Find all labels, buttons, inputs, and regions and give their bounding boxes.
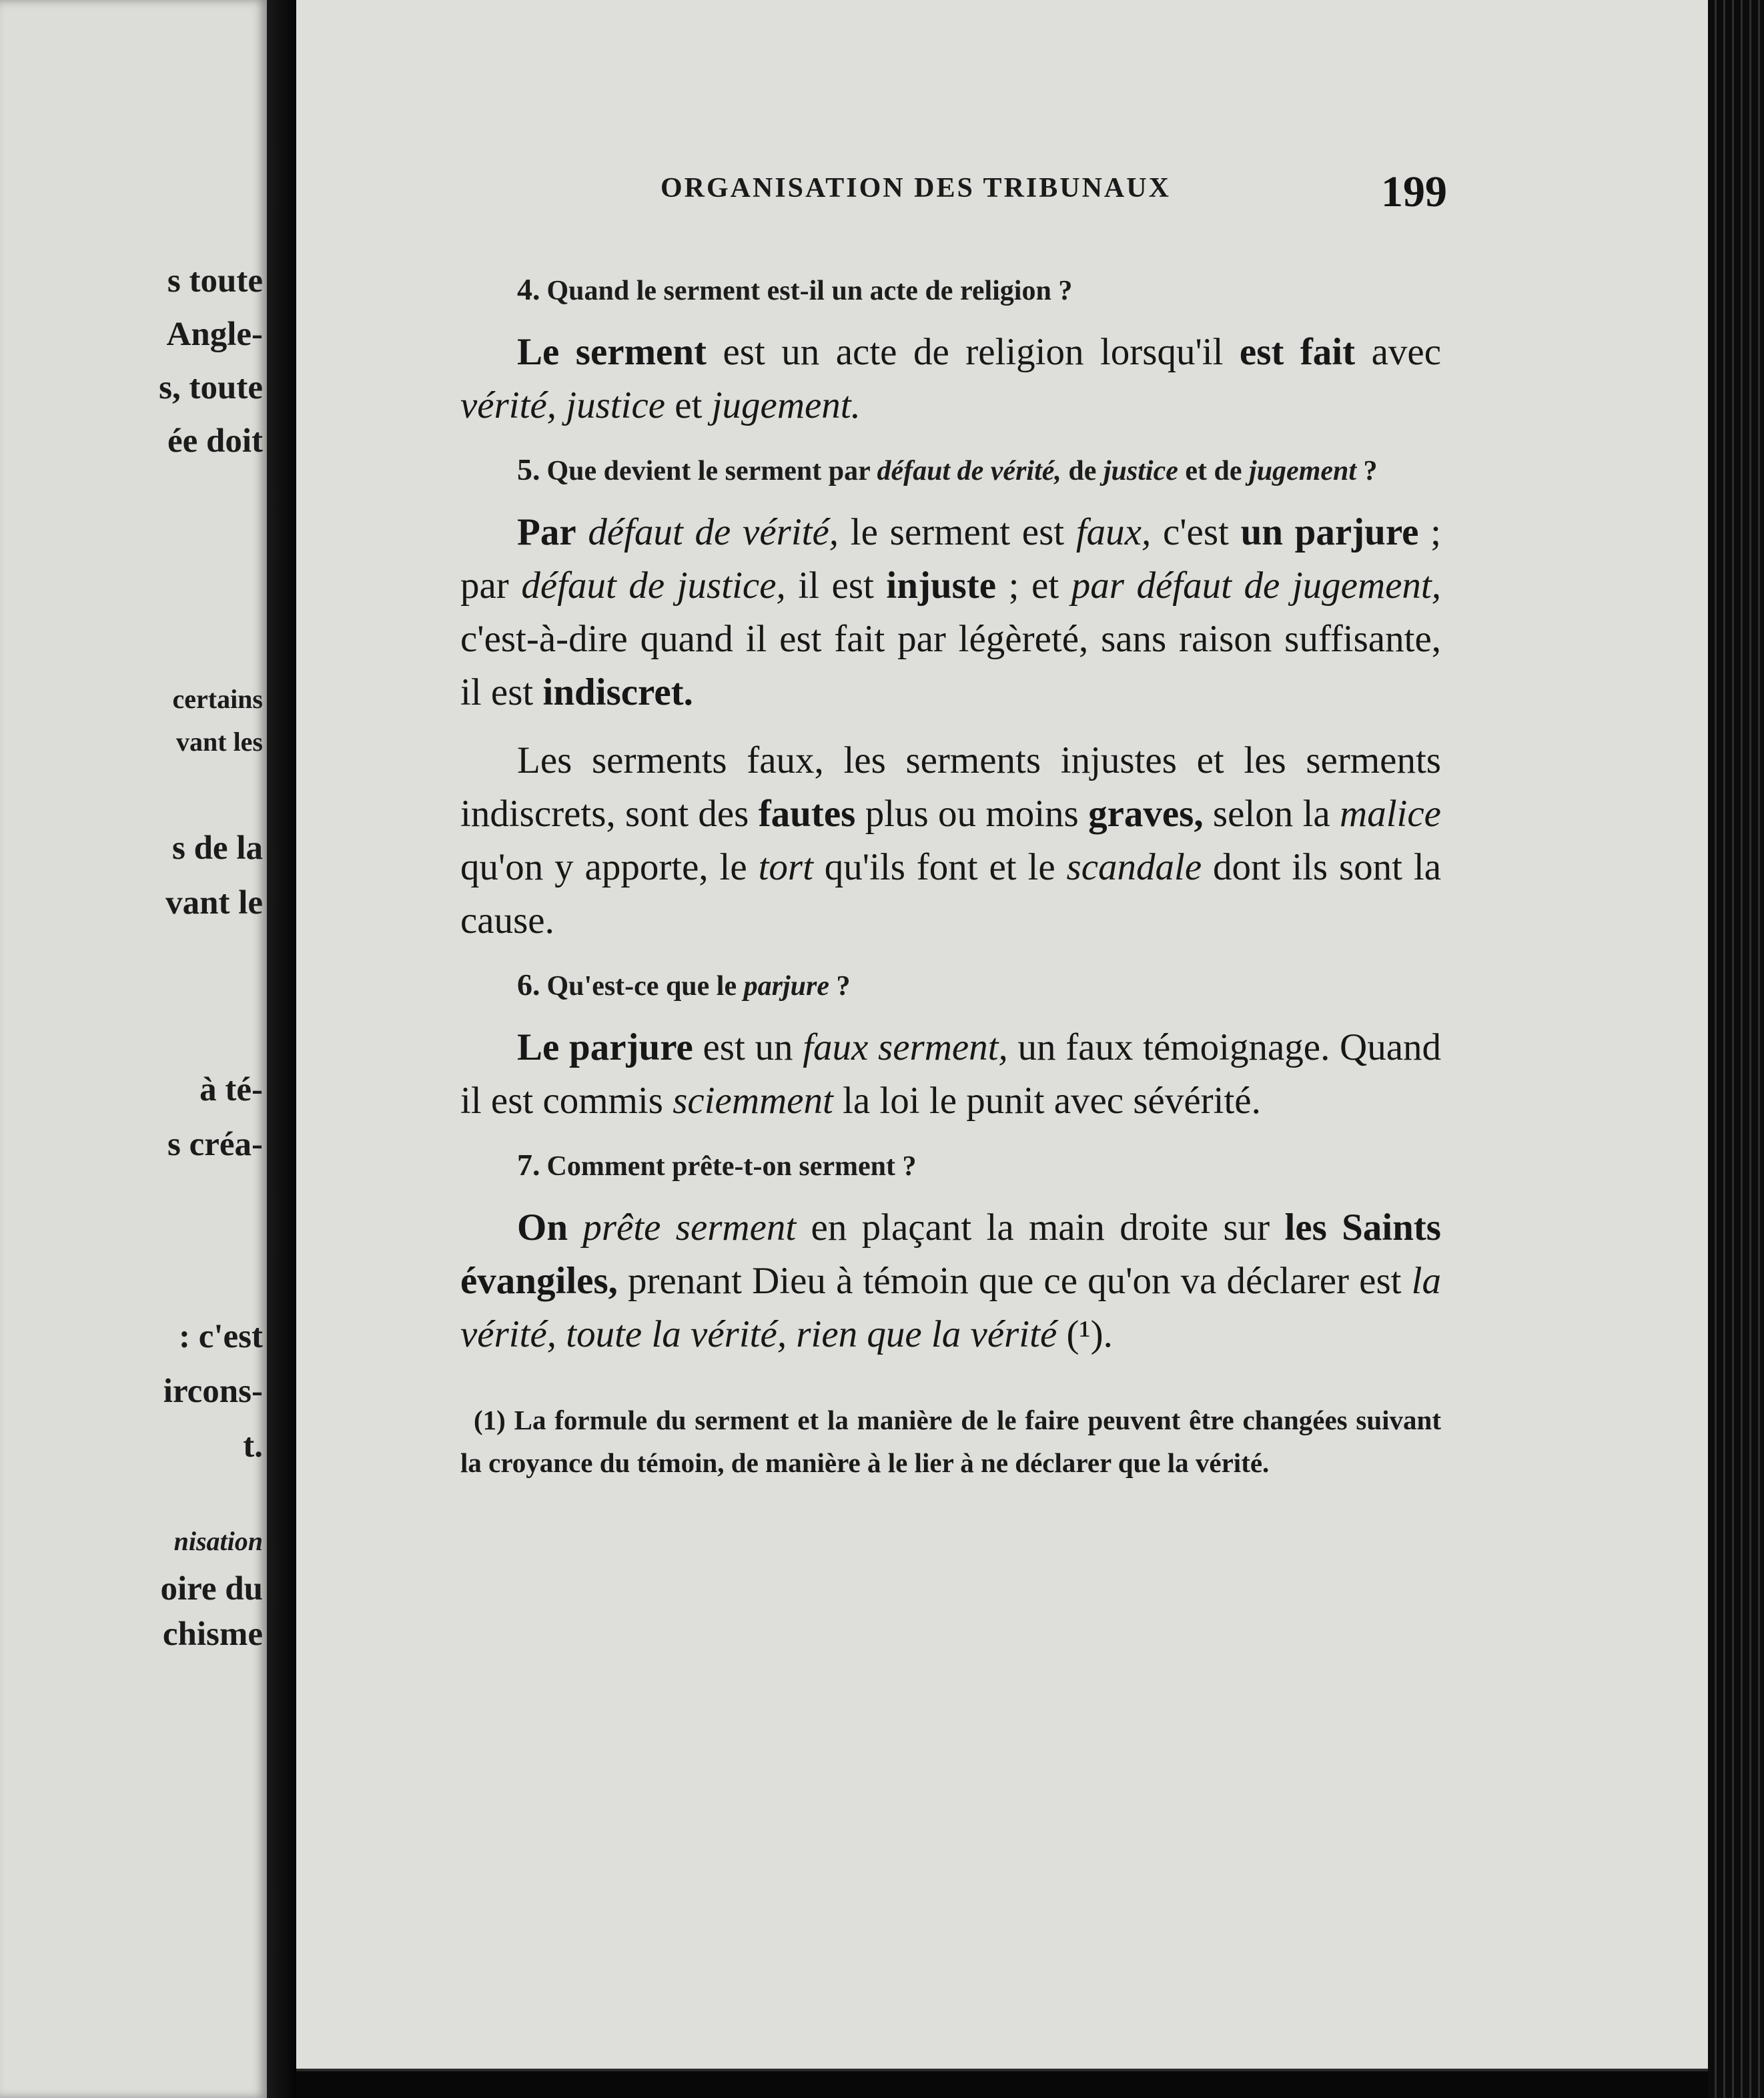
answer-text: qu'ils font et le [813, 846, 1067, 888]
left-page-line: certains [172, 684, 263, 714]
question-4 [460, 267, 1441, 314]
answer-text: malice [1340, 793, 1441, 835]
answer-text: dont ils sont la cause. [460, 846, 1441, 942]
question-number: 6. [517, 968, 540, 1002]
left-page-line: ée doit [167, 422, 263, 460]
answer-text: par défaut de jugement, [1071, 565, 1442, 607]
answer-text: est un [693, 1026, 803, 1068]
footnote-text: La formule du serment et la manière de le faire peuvent être changées suivant la croyance du témoin, de manière à le lier à ne déclarer que la vérité. [460, 1405, 1442, 1478]
answer-text: prête serment [568, 1206, 797, 1249]
answer-text: Par [517, 511, 576, 553]
question-number: 4. [517, 272, 540, 306]
answer-text: est un acte de religion lorsqu'il [707, 331, 1240, 373]
question-text: et de [1178, 456, 1250, 486]
answer-text: sciemment [673, 1080, 833, 1122]
left-page-line: s créa- [167, 1126, 263, 1163]
answer-text: indiscret. [542, 671, 693, 713]
left-page-line: ircons- [163, 1373, 263, 1410]
answer-6 [460, 1021, 1441, 1128]
question-text: Qu'est-ce que le [546, 971, 744, 1002]
answer-text: la loi le punit avec sévérité. [833, 1080, 1261, 1122]
question-number: 7. [517, 1148, 540, 1182]
answer-text: il est [785, 565, 887, 607]
answer-text: défaut de vérité, [576, 511, 839, 553]
answer-text: c'est-à-dire quand il est fait par légèreté, sans raison suffisante, il est [460, 618, 1441, 713]
left-page-line: : c'est [178, 1318, 263, 1355]
left-page-fragment [0, 0, 267, 2098]
answer-text: ; par [460, 511, 1441, 607]
question-text: de [1061, 456, 1104, 486]
left-page-line: vant le [165, 884, 263, 922]
answer-text: avec [1355, 331, 1441, 373]
left-page-line: t. [243, 1427, 263, 1465]
answer-text: le serment est [839, 511, 1076, 553]
answer-text: qu'on y apporte, le [460, 846, 759, 888]
left-page-line: s de la [171, 829, 263, 867]
answer-text: la vérité, toute la vérité, rien que la vérité [460, 1260, 1441, 1355]
running-title: ORGANISATION DES TRIBUNAUX [660, 173, 1171, 204]
answer-text: plus ou moins [855, 793, 1089, 835]
answer-text: On [517, 1206, 568, 1249]
answer-text: et [665, 384, 712, 426]
answer-text: vérité, justice [460, 384, 666, 426]
question-text: défaut de vérité, [877, 456, 1061, 486]
question-text: Comment prête-t-on serment ? [546, 1151, 917, 1182]
answer-7 [460, 1201, 1441, 1361]
answer-text: faux serment, [803, 1026, 1008, 1068]
book-gutter [267, 0, 296, 2098]
question-5 [460, 447, 1441, 494]
left-page-line: s, toute [159, 369, 263, 406]
left-page-line: Angle- [166, 316, 263, 353]
question-text: ? [1356, 456, 1378, 486]
answer-text: Les serments faux, les serments injustes et les serments indiscrets, sont des [460, 739, 1441, 835]
answer-text: les Saints évangiles, [460, 1206, 1441, 1302]
answer-text: (¹). [1057, 1313, 1113, 1355]
page-number: 199 [1381, 167, 1447, 216]
answer-text: selon la [1203, 793, 1340, 835]
left-page-line: vant les [176, 727, 263, 757]
answer-text: en plaçant la main droite sur [796, 1206, 1285, 1249]
answer-text: ; et [996, 565, 1071, 607]
footnote [460, 1399, 1441, 1484]
answer-4 [460, 326, 1441, 432]
answer-5-paragraph-1 [460, 506, 1441, 719]
question-text: jugement [1249, 456, 1357, 486]
answer-text: graves, [1088, 793, 1204, 835]
page-content [460, 267, 1441, 1484]
footnote-marker: (1) [474, 1405, 506, 1435]
left-page-line: à té- [199, 1071, 263, 1108]
answer-text: faux, [1075, 511, 1152, 553]
question-text: justice [1103, 456, 1178, 486]
answer-text: fautes [758, 793, 856, 835]
question-text: Que devient le serment par [546, 456, 877, 486]
question-text: Quand le serment est-il un acte de religion ? [546, 276, 1073, 306]
answer-text: injuste [886, 565, 997, 607]
answer-5-paragraph-2 [460, 734, 1441, 948]
left-page-line: oire du [160, 1570, 263, 1608]
answer-text: c'est [1151, 511, 1241, 553]
answer-text: prenant Dieu à témoin que ce qu'on va déclarer est [617, 1260, 1412, 1302]
answer-text: scandale [1066, 846, 1202, 888]
question-7 [460, 1142, 1441, 1189]
page-edge-stack [1708, 0, 1764, 2098]
answer-text: un parjure [1240, 511, 1419, 553]
answer-text: un faux témoignage. Quand il est commis [460, 1026, 1441, 1122]
left-page-line: s toute [167, 262, 263, 300]
question-text: ? [829, 971, 851, 1002]
question-6 [460, 962, 1441, 1009]
question-text: parjure [743, 971, 829, 1002]
answer-text: tort [758, 846, 813, 888]
answer-text: jugement. [711, 384, 861, 426]
left-page-line: nisation [173, 1526, 263, 1556]
answer-text: défaut de justice, [521, 565, 786, 607]
answer-text: Le parjure [517, 1026, 693, 1068]
answer-text: est fait [1239, 331, 1356, 373]
answer-text: Le serment [517, 331, 707, 373]
left-page-line: chisme [162, 1616, 263, 1653]
question-number: 5. [517, 452, 540, 486]
